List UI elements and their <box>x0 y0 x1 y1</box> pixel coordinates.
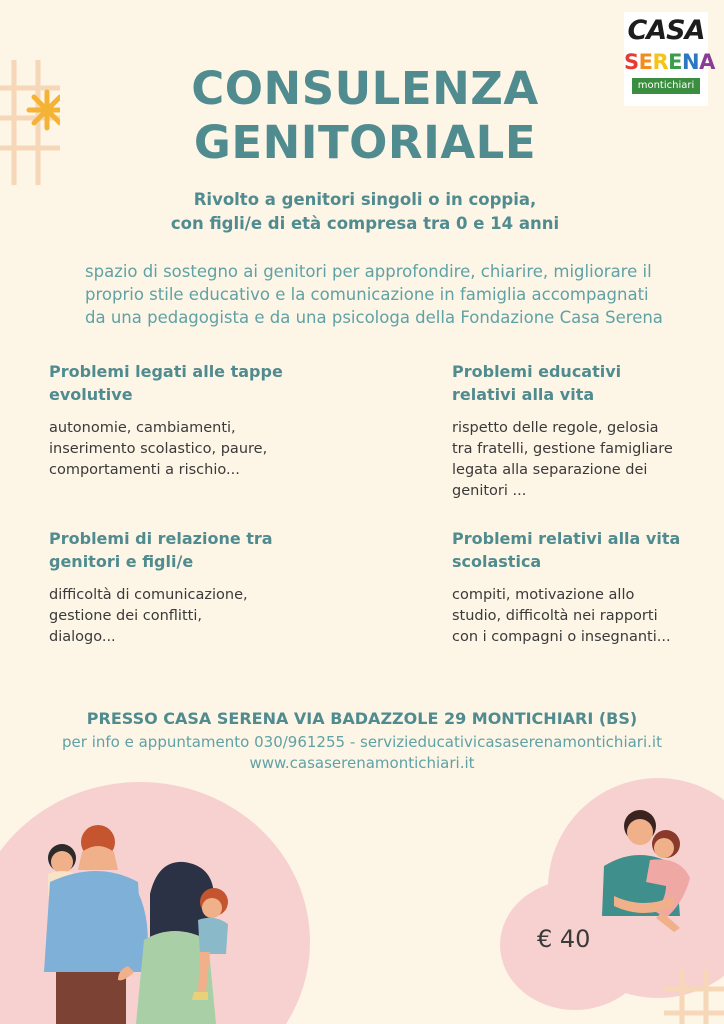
intro-line: da una pedagogista e da una psicologa della Fondazione Casa Serena <box>85 308 663 327</box>
card-title: Problemi relativi alla vita scolastica <box>452 529 681 571</box>
card-body: autonomie, cambiamenti, inserimento scolastico, paure, comportamenti a rischio... <box>49 420 268 478</box>
topic-card-school-life <box>452 527 707 648</box>
intro-line: spazio di sostegno ai genitori per approfondire, chiarire, migliorare il <box>85 262 652 281</box>
card-body: compiti, motivazione allo studio, difficoltà nei rapporti con i compagni o insegnanti... <box>452 587 671 645</box>
logo-serena-text: SERENA <box>624 50 715 74</box>
card-body: difficoltà di comunicazione, gestione dei conflitti, dialogo... <box>49 587 248 645</box>
contact-info <box>0 732 724 774</box>
grid-decoration-icon <box>664 969 724 1024</box>
subtitle-line: con figli/e di età compresa tra 0 e 14 anni <box>170 214 560 233</box>
title-line: GENITORIALE <box>193 116 537 169</box>
intro-paragraph <box>85 260 685 329</box>
address-line: PRESSO CASA SERENA VIA BADAZZOLE 29 MONTICHIARI (BS) <box>86 709 638 728</box>
grid-decoration-icon <box>0 60 60 185</box>
card-title: Problemi legati alle tappe evolutive <box>49 362 283 404</box>
casa-serena-logo <box>624 12 715 106</box>
page-title <box>140 62 590 170</box>
card-title: Problemi educativi relativi alla vita <box>452 362 622 404</box>
price-label: € 40 <box>537 925 591 953</box>
logo-casa-text: CASA <box>627 15 705 46</box>
logo-place-text: montichiari <box>632 78 700 94</box>
contact-phone-email: per info e appuntamento 030/961255 - servizieducativicasaserenamontichiari.it <box>62 733 662 751</box>
card-title: Problemi di relazione tra genitori e figli/e <box>49 529 273 571</box>
website-link[interactable]: www.casaserenamontichiari.it <box>249 754 475 772</box>
card-body: rispetto delle regole, gelosia tra fratelli, gestione famigliare legata alla separazione dei genitori ... <box>452 420 673 499</box>
topic-card-parent-child-relationship <box>49 527 339 648</box>
subtitle <box>100 188 630 236</box>
parent-hug-illustration-icon <box>600 804 710 934</box>
intro-line: proprio stile educativo e la comunicazione in famiglia accompagnati <box>85 285 649 304</box>
subtitle-line: Rivolto a genitori singoli o in coppia, <box>193 190 537 209</box>
topic-card-educational-issues <box>452 360 707 502</box>
topic-card-developmental-stages <box>49 360 339 481</box>
title-line: CONSULENZA <box>191 62 539 115</box>
family-illustration-icon <box>30 822 240 1024</box>
